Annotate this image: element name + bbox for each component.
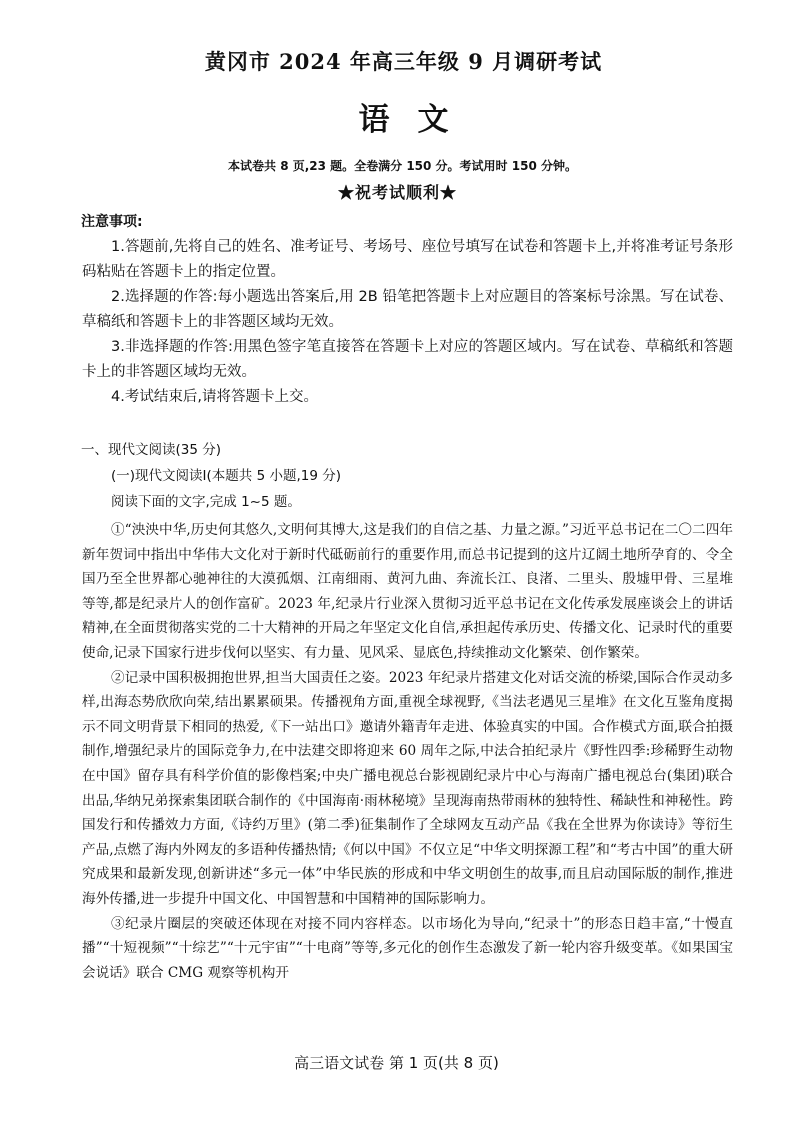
passage-paragraph: ③纪录片圈层的突破还体现在对接不同内容样态。以市场化为导向,“纪录十”的形态日趋丰富,“十慢直播”“十短视频”“十综艺”“十元宇宙”“十电商”等等,多元化的创作生态激发了新一轮内容升级变革。《如果国宝会说话》联合 CMG 观察等机构开 [82, 915, 733, 981]
blessing-line: ★祝考试顺利★ [337, 183, 457, 202]
notice-item: 1.答题前,先将自己的姓名、准考证号、考场号、座位号填写在试卷和答题卡上,并将准考证号条形码粘贴在答题卡上的指定位置。 [82, 239, 733, 280]
exam-title: 黄冈市 2024 年高三年级 9 月调研考试 [204, 49, 603, 74]
section-heading: 一、现代文阅读(35 分) [81, 442, 222, 458]
notice-list [82, 235, 733, 410]
notice-item: 3.非选择题的作答:用黑色签字笔直接答在答题卡上对应的答题区域内。写在试卷、草稿纸和答题卡上的非答题区域均无效。 [82, 339, 733, 380]
passage-paragraph: ①“泱泱中华,历史何其悠久,文明何其博大,这是我们的自信之基、力量之源。”习近平总书记在二〇二四年新年贺词中指出中华伟大文化对于新时代砥砺前行的重要作用,而总书记提到的这片辽阔土地所孕育的、令全国乃至全世界都心驰神往的大漠孤烟、江南细雨、黄河九曲、奔流长江、良渚、二里头、殷墟甲骨、三星堆等等,都是纪录片人的创作富矿。2023 年,纪录片行业深入贯彻习近平总书记在文化传承发展座谈会上的讲话精神,在全面贯彻落实党的二十大精神的开局之年坚定文化自信,承担起传承历史、传播文化、记录时代的重要使命,记录下国家行进步伐何以坚实、有力量、见风采、显底色,持续推动文化繁荣、创作繁荣。 [82, 522, 733, 661]
notice-item: 2.选择题的作答:每小题选出答案后,用 2B 铅笔把答题卡上对应题目的答案标号涂黑。写在试卷、草稿纸和答题卡上的非答题区域均无效。 [82, 289, 733, 330]
passage-paragraph: ②记录中国积极拥抱世界,担当大国责任之姿。2023 年纪录片搭建文化对话交流的桥梁,国际合作灵动多样,出海态势欣欣向荣,结出累累硕果。传播视角方面,重视全球视野,《当法老遇见三星堆》在文化互鉴角度揭示不同文明背景下相同的热爱,《下一站出口》邀请外籍青年走进、体验真实的中国。合作模式方面,联合拍摄制作,增强纪录片的国际竞争力,在中法建交即将迎来 60 周年之际,中法合拍纪录片《野性四季:珍稀野生动物在中国》留存具有科学价值的影像档案;中央广播电视总台影视剧纪录片中心与海南广播电视总台(集团)联合出品,华纳兄弟探索集团联合制作的《中国海南·雨林秘境》呈现海南热带雨林的独特性、稀缺性和神秘性。跨国发行和传播效力方面,《诗约万里》(第二季)征集制作了全球网友互动产品《我在全世界为你读诗》等衍生产品,点燃了海内外网友的多语种传播热情;《何以中国》不仅立足“中华文明探源工程”和“考古中国”的重大研究成果和最新发现,创新讲述“多元一体”中华民族的形成和中华文明创生的故事,而且启动国际版的制作,推进海外传播,进一步提升中国文化、中国智慧和中国精神的国际影响力。 [82, 669, 733, 907]
reading-instruction: 阅读下面的文字,完成 1~5 题。 [111, 494, 301, 510]
page-footer: 高三语文试卷 第 1 页(共 8 页) [294, 1054, 499, 1072]
notice-heading: 注意事项: [81, 214, 143, 230]
exam-meta: 本试卷共 8 页,23 题。全卷满分 150 分。考试用时 150 分钟。 [228, 159, 577, 173]
reading-passage [82, 518, 733, 985]
sub-section-heading: (一)现代文阅读Ⅰ(本题共 5 小题,19 分) [111, 468, 341, 484]
notice-item: 4.考试结束后,请将答题卡上交。 [111, 389, 318, 405]
subject-title: 语文 [358, 102, 477, 138]
